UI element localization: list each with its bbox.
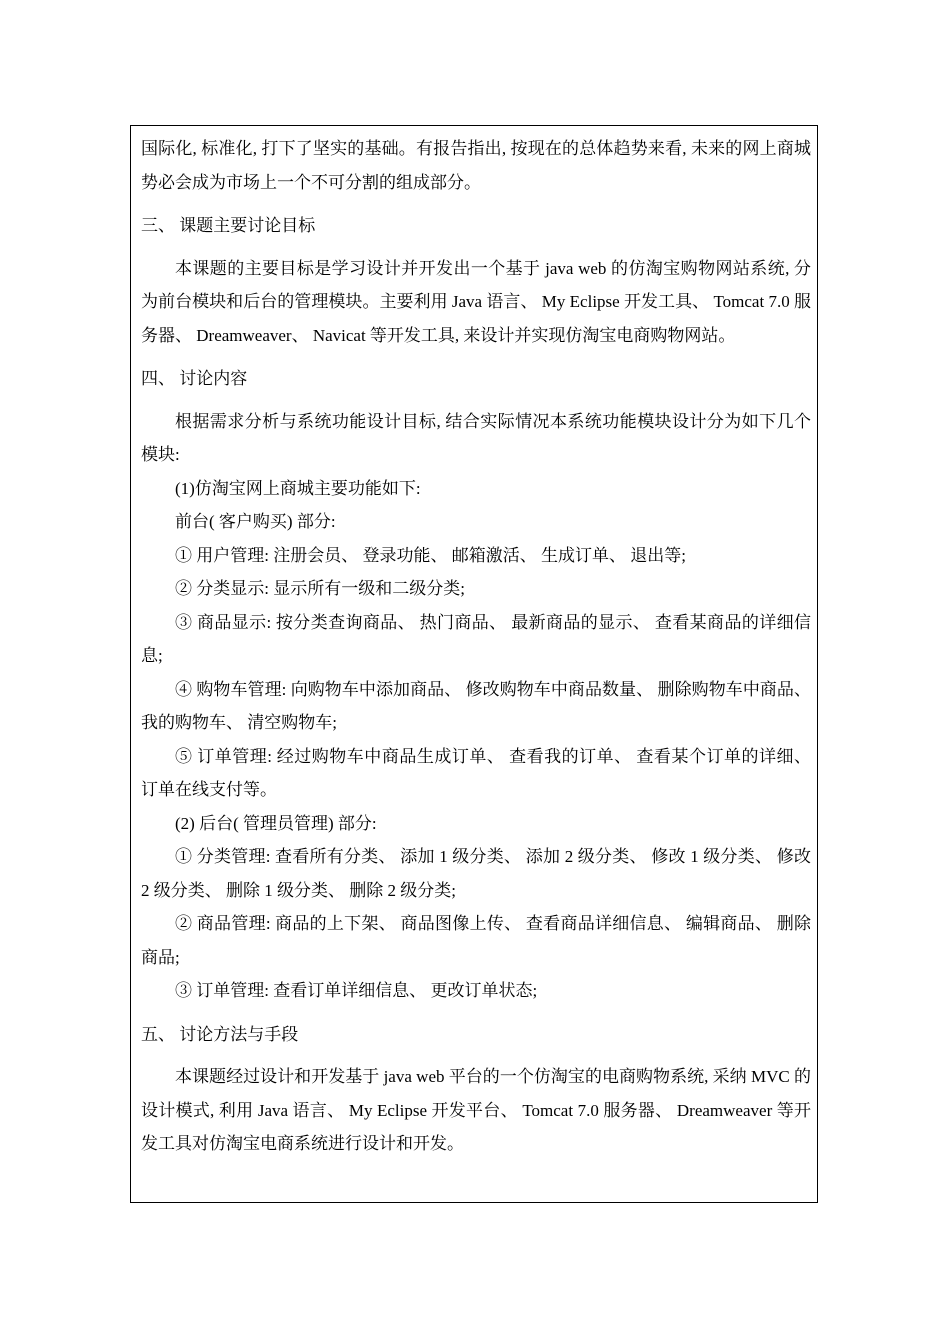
- frontend-item-user-management: ① 用户管理: 注册会员、 登录功能、 邮箱激活、 生成订单、 退出等;: [175, 545, 686, 565]
- backend-item-order-management: ③ 订单管理: 查看订单详细信息、 更改订单状态;: [175, 981, 538, 1000]
- frontend-item-order-management: ⑤ 订单管理: 经过购物车中商品生成订单、 查看我的订单、 查看某个订单的详细、 订单在线支付等。: [141, 746, 811, 799]
- frontend-section-title: 前台( 客户购买) 部分:: [175, 512, 336, 531]
- backend-item-product-management: ② 商品管理: 商品的上下架、 商品图像上传、 查看商品详细信息、 编辑商品、 删除商品;: [141, 914, 811, 967]
- frontend-item-category-display: ② 分类显示: 显示所有一级和二级分类;: [175, 579, 465, 598]
- section-4-part-1-title: (1)仿淘宝网上商城主要功能如下:: [175, 478, 421, 498]
- backend-item-category-management: ① 分类管理: 查看所有分类、 添加 1 级分类、 添加 2 级分类、 修改 1 级分类、 修改 2 级分类、 删除 1 级分类、 删除 2 级分类;: [141, 847, 811, 900]
- section-5-paragraph: 本课题经过设计和开发基于 java web 平台的一个仿淘宝的电商购物系统, 采纳 MVC 的设计模式, 利用 Java 语言、 My Eclipse 开发平台、 Tomcat 7.0 服务器、 Dreamweaver 等开发工具对仿淘宝电商系统进行设计和开发。: [141, 1067, 811, 1153]
- section-4-part-2-title: (2) 后台( 管理员管理) 部分:: [175, 813, 377, 833]
- frontend-item-cart-management: ④ 购物车管理: 向购物车中添加商品、 修改购物车中商品数量、 删除购物车中商品、 我的购物车、 清空购物车;: [141, 679, 811, 732]
- section-3-paragraph: 本课题的主要目标是学习设计并开发出一个基于 java web 的仿淘宝购物网站系统, 分为前台模块和后台的管理模块。主要利用 Java 语言、 My Eclipse 开发工具、 Tomcat 7.0 服务器、 Dreamweaver、 Navicat 等开发工具, 来设计并实现仿淘宝电商购物网站。: [141, 258, 811, 345]
- section-3-heading: 三、 课题主要讨论目标: [141, 216, 316, 235]
- section-4-intro-paragraph: 根据需求分析与系统功能设计目标, 结合实际情况本系统功能模块设计分为如下几个模块:: [141, 411, 811, 464]
- document-body: [141, 132, 811, 1161]
- section-4-heading: 四、 讨论内容: [141, 369, 248, 388]
- document-table-cell: [130, 125, 818, 1203]
- section-5-heading: 五、 讨论方法与手段: [141, 1024, 299, 1044]
- intro-continuation-paragraph: 国际化, 标准化, 打下了坚实的基础。有报告指出, 按现在的总体趋势来看, 未来的网上商城势必会成为市场上一个不可分割的组成部分。: [141, 139, 811, 192]
- frontend-item-product-display: ③ 商品显示: 按分类查询商品、 热门商品、 最新商品的显示、 查看某商品的详细信息;: [141, 612, 811, 665]
